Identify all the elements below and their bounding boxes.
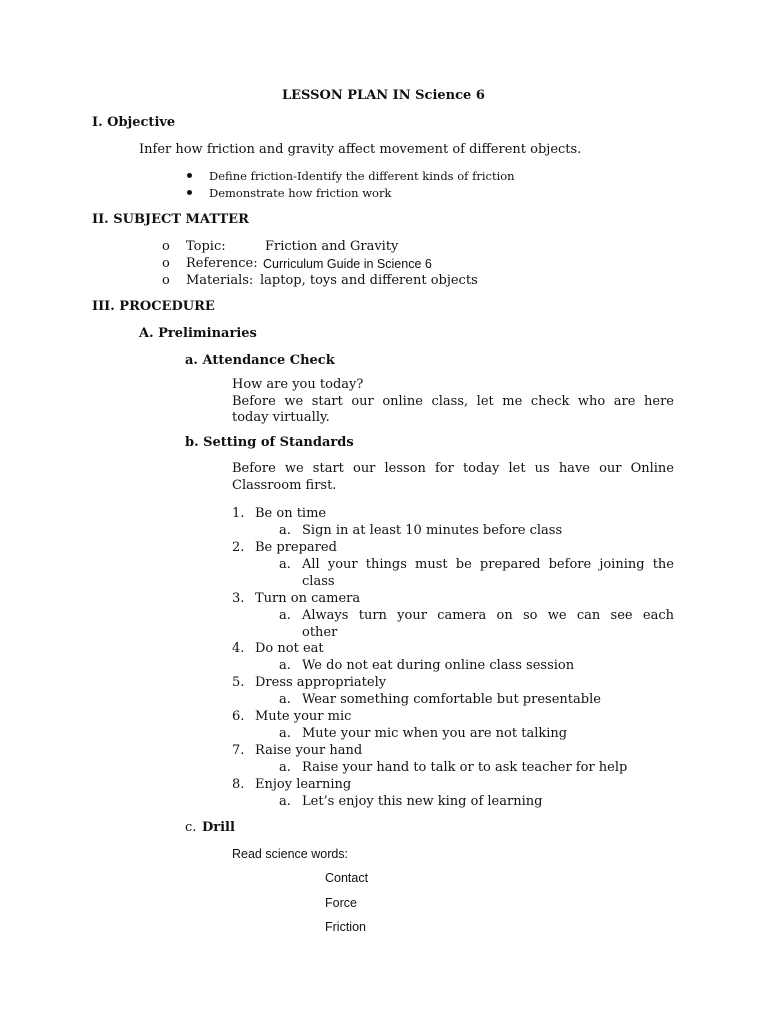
rule-sub-text: Sign in at least 10 minutes before class: [302, 523, 563, 538]
reference-label: Reference:: [186, 256, 258, 271]
rule-sub-text: other: [302, 625, 338, 640]
rule-text: Be prepared: [255, 540, 337, 555]
rule-sub-text: Mute your mic when you are not talking: [302, 726, 568, 741]
standards-intro: [232, 461, 674, 494]
drill-word: Force: [325, 896, 357, 910]
objective-heading: I. Objective: [92, 115, 176, 130]
rule-number: 5.: [232, 675, 245, 690]
attendance-heading: a. Attendance Check: [185, 353, 335, 368]
list-marker: o: [162, 239, 170, 254]
rule-sub-text: Let’s enjoy this new king of learning: [302, 794, 543, 809]
rule-text: Enjoy learning: [255, 777, 352, 792]
objective-statement: Infer how friction and gravity affect movement of different objects.: [139, 142, 582, 157]
attendance-line: Before we start our online class, let me check who are here: [232, 393, 674, 409]
bullet-icon: [187, 190, 192, 195]
objective-bullet: Define friction-Identify the different kinds of friction: [209, 169, 515, 183]
rule-text: Mute your mic: [255, 709, 352, 724]
rule-sub-marker: a.: [279, 760, 291, 775]
drill-letter: c.: [185, 820, 197, 835]
rule-sub-text: All your things must be prepared before joining the: [302, 557, 674, 572]
subject-matter-heading: II. SUBJECT MATTER: [92, 212, 249, 227]
standards-intro-line: Before we start our lesson for today let us have our Online: [232, 461, 674, 476]
list-marker: o: [162, 273, 170, 288]
rule-number: 6.: [232, 709, 245, 724]
preliminaries-heading: A. Preliminaries: [139, 326, 257, 341]
rule-number: 7.: [232, 743, 245, 758]
bullet-icon: [187, 173, 192, 178]
rule-sub-marker: a.: [279, 692, 291, 707]
rule-sub-marker: a.: [279, 658, 291, 673]
reference-value: Curriculum Guide in Science 6: [263, 257, 432, 271]
rule-sub-marker: a.: [279, 557, 291, 572]
drill-heading: Drill: [202, 820, 235, 835]
standards-intro-line: Classroom first.: [232, 477, 337, 493]
rule-sub-text: Always turn your camera on so we can see each: [302, 608, 674, 623]
drill-instruction: Read science words:: [232, 847, 349, 861]
document-title: LESSON PLAN IN Science 6: [282, 88, 485, 103]
rule-text: Be on time: [255, 506, 327, 521]
attendance-line: today virtually.: [232, 410, 330, 425]
rule-sub-marker: a.: [279, 523, 291, 538]
attendance-line: How are you today?: [232, 377, 364, 392]
rule-sub-text: Raise your hand to talk or to ask teacher for help: [302, 760, 628, 775]
rule-number: 4.: [232, 641, 245, 656]
rule-sub-paragraph: [302, 556, 674, 590]
rule-sub-marker: a.: [279, 608, 291, 623]
attendance-paragraph: [232, 377, 674, 427]
topic-label: Topic:: [186, 239, 226, 254]
materials-value: laptop, toys and different objects: [260, 273, 478, 288]
list-marker: o: [162, 256, 170, 271]
rule-text: Do not eat: [255, 641, 324, 656]
topic-value: Friction and Gravity: [265, 239, 399, 254]
procedure-heading: III. PROCEDURE: [92, 299, 215, 314]
rule-sub-text: Wear something comfortable but presentable: [302, 692, 601, 707]
rule-sub-marker: a.: [279, 794, 291, 809]
rule-sub-text: We do not eat during online class session: [302, 658, 575, 673]
standards-heading: b. Setting of Standards: [185, 435, 354, 450]
drill-word: Contact: [325, 871, 369, 885]
rule-sub-text: class: [302, 574, 335, 589]
rule-sub-marker: a.: [279, 726, 291, 741]
rule-number: 8.: [232, 777, 245, 792]
objective-bullet: Demonstrate how friction work: [209, 186, 392, 200]
rule-number: 1.: [232, 506, 245, 521]
drill-word: Friction: [325, 920, 366, 934]
rule-number: 3.: [232, 591, 245, 606]
materials-label: Materials:: [186, 273, 254, 288]
rule-text: Raise your hand: [255, 743, 363, 758]
rule-number: 2.: [232, 540, 245, 555]
rule-text: Turn on camera: [255, 591, 361, 606]
rule-sub-paragraph: [302, 607, 674, 641]
rule-text: Dress appropriately: [255, 675, 387, 690]
